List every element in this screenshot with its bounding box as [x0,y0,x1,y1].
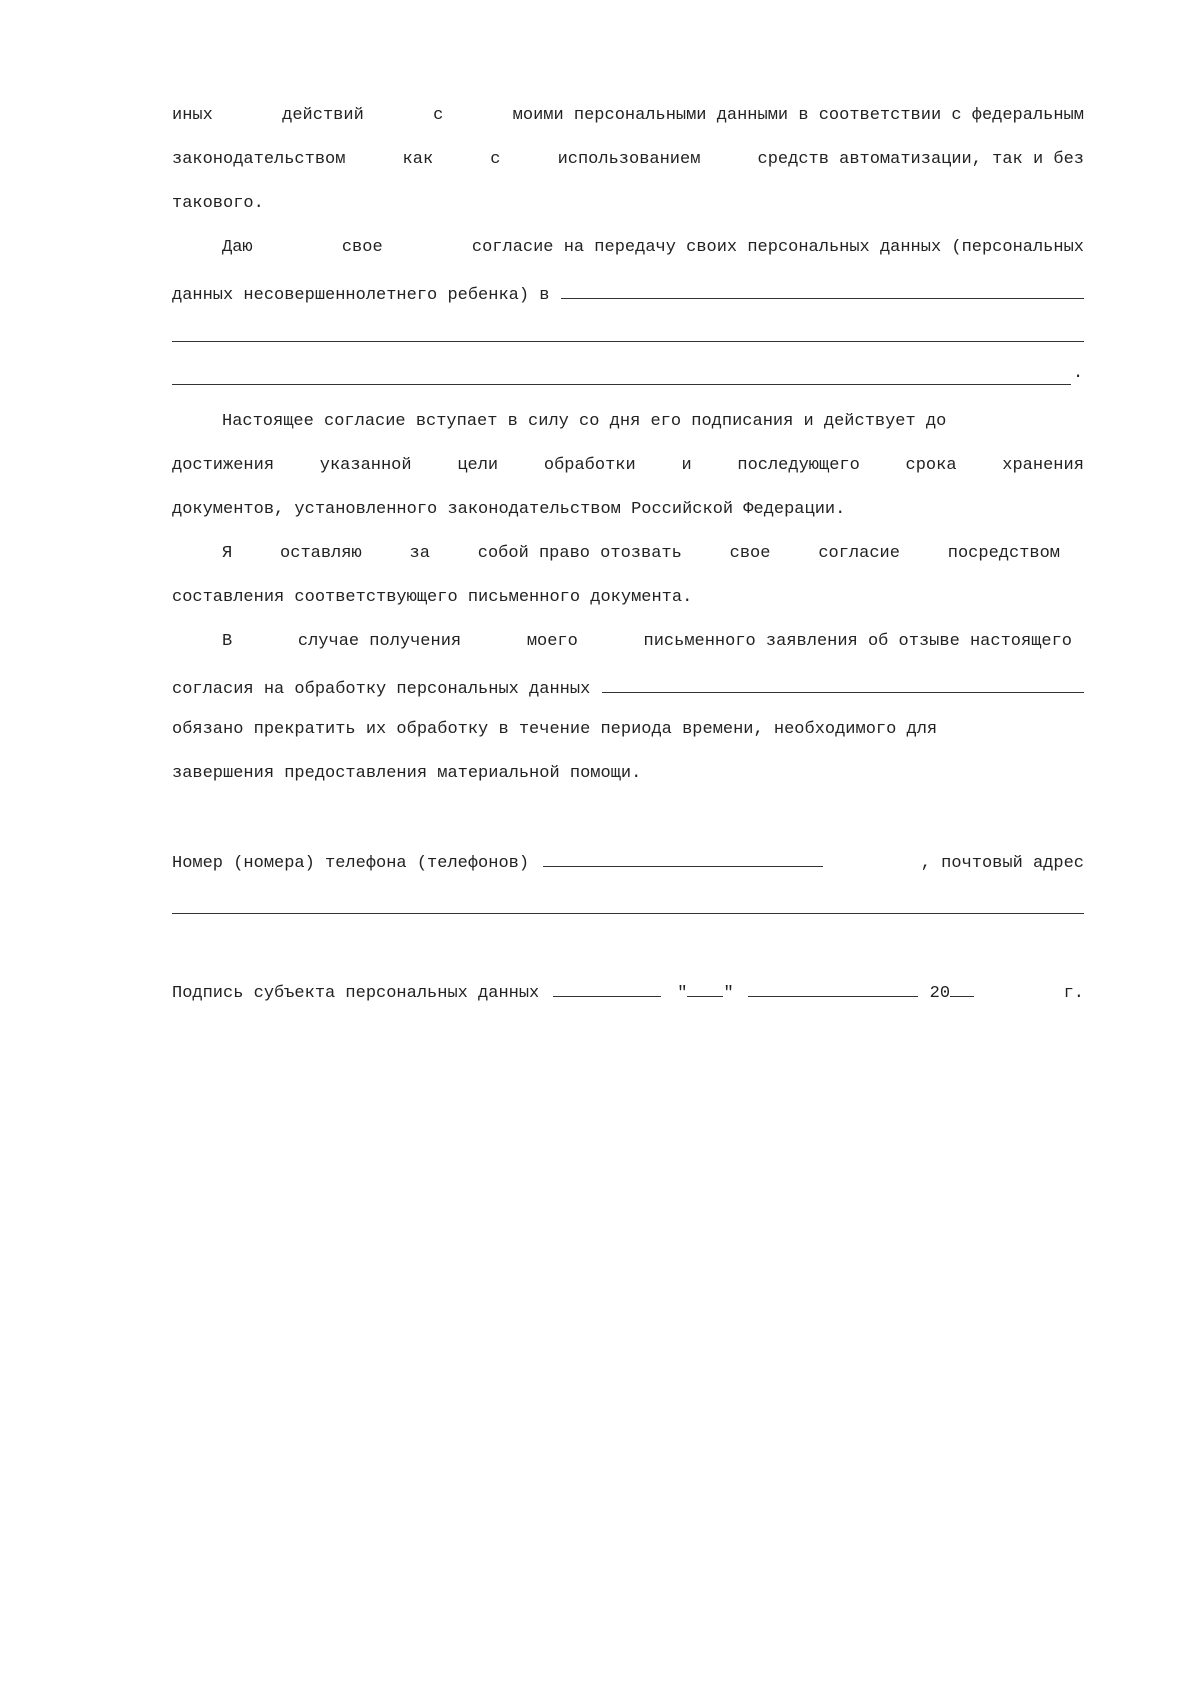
p2-line-1 [172,236,1084,260]
text-fragment: указанной [319,456,412,475]
day-blank-field[interactable] [687,978,723,997]
p2-line-2 [172,280,1084,304]
text-fragment: обработки [543,456,636,475]
p5-line-4: завершения предоставления материальной помощи. [172,764,642,783]
address-blank-line[interactable] [172,913,1084,914]
p4-line-1 [172,542,1060,566]
text-fragment: хранения [1002,456,1084,475]
text-fragment: моими персональными данными в соответствии с федеральным [512,106,1084,125]
p1-line-3: такового. [172,194,264,213]
text-fragment: использованием [557,150,701,169]
year-blank-field[interactable] [950,978,974,997]
p3-line-3: документов, установленного законодательством Российской Федерации. [172,500,846,519]
text-fragment: иных [172,106,213,125]
text-fragment: цели [457,456,499,475]
text-fragment: посредством [947,544,1060,563]
text-fragment: как [402,150,434,169]
month-blank-field[interactable] [748,978,918,997]
p3-line-2 [172,454,1084,478]
text-fragment: средств автоматизации, так и без [757,150,1084,169]
recipient-blank-field[interactable] [561,280,1084,299]
period-mark: . [1073,364,1084,383]
text-fragment: достижения [172,456,275,475]
text-fragment: свое [729,544,771,563]
text-fragment: законодательством [172,150,346,169]
quote-close: " [723,984,734,1003]
signature-label: Подпись субъекта персональных данных [172,984,540,1003]
text-fragment: свое [341,238,383,257]
p4-line-2: составления соответствующего письменного документа. [172,588,693,607]
recipient-label: данных несовершеннолетнего ребенка) в [172,286,550,305]
text-fragment: Я [222,544,233,563]
phone-label: Номер (номера) телефона (телефонов) [172,854,530,873]
p5-line-2 [172,674,1084,698]
text-fragment: действий [282,106,364,125]
text-fragment: с [433,106,444,125]
p3-line-1: Настоящее согласие вступает в силу со дня его подписания и действует до [222,412,947,431]
recipient-blank-line-3[interactable] [172,384,1071,385]
year-suffix: г. [1063,984,1084,1003]
text-fragment: моего [526,632,578,651]
signature-line [172,978,1084,1002]
text-fragment: за [409,544,430,563]
address-label: , почтовый адрес [920,854,1084,873]
text-fragment: оставляю [280,544,362,563]
phone-blank-field[interactable] [543,848,823,867]
contacts-line [172,848,1084,872]
text-fragment: В [222,632,233,651]
text-fragment: собой право отозвать [477,544,682,563]
text-fragment: согласие [818,544,900,563]
text-fragment: случае получения [297,632,462,651]
p1-line-2 [172,148,1084,172]
signature-blank-field[interactable] [553,978,661,997]
recipient-blank-line-2[interactable] [172,341,1084,342]
text-fragment: Даю [222,238,253,257]
text-fragment: с [490,150,501,169]
text-fragment: письменного заявления об отзыве настоящего [643,632,1072,651]
text-fragment: последующего [737,456,860,475]
p5-line-3: обязано прекратить их обработку в течение периода времени, необходимого для [172,720,938,739]
quote-open: " [677,984,688,1003]
p5-line-1 [172,630,1072,654]
operator-blank-field[interactable] [602,674,1084,693]
p1-line-1 [172,104,1084,128]
operator-label: согласия на обработку персональных данных [172,680,591,699]
text-fragment: срока [905,456,957,475]
text-fragment: и [681,456,692,475]
text-fragment: согласие на передачу своих персональных данных (персональных [471,238,1084,257]
year-prefix: 20 [929,984,951,1003]
